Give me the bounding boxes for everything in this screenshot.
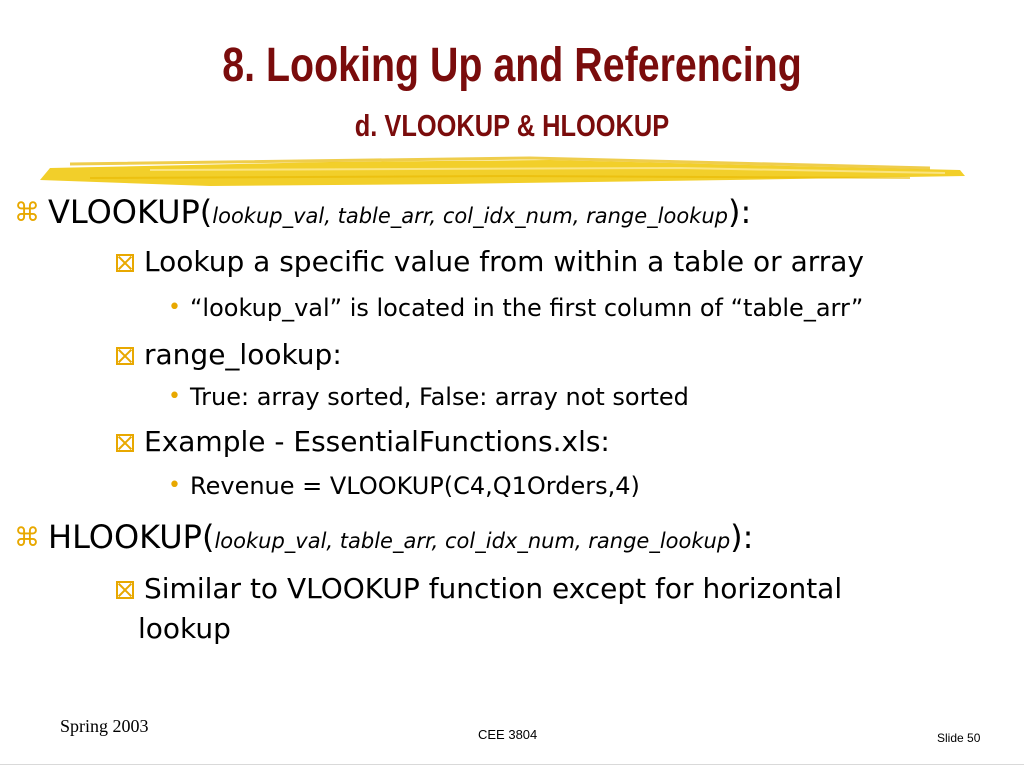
- function-name: VLOOKUP(: [48, 193, 213, 231]
- footer-term: Spring 2003: [60, 716, 149, 736]
- slide-subtitle: d. VLOOKUP & HLOOKUP: [354, 108, 670, 143]
- dot-bullet-icon: •: [168, 473, 181, 498]
- dot-bullet-icon: •: [168, 384, 181, 409]
- subbullet-similar-continued: lookup: [138, 612, 231, 645]
- dot-bullet-icon: •: [168, 295, 181, 320]
- x-box-icon: [116, 254, 134, 272]
- detail-lookup-val: • “lookup_val” is located in the first column of “table_arr”: [168, 294, 864, 322]
- x-box-icon: [116, 347, 134, 365]
- function-close: ):: [730, 518, 754, 556]
- subbullet-lookup-specific: Lookup a specific value from within a table or array: [116, 245, 864, 278]
- footer-slide-number: Slide 50: [937, 731, 981, 745]
- function-args: lookup_val, table_arr, col_idx_num, range_lookup: [214, 529, 731, 553]
- function-close: ):: [727, 193, 752, 231]
- function-name: HLOOKUP(: [48, 518, 215, 556]
- bullet-vlookup: [14, 193, 751, 231]
- detail-example: • Revenue = VLOOKUP(C4,Q1Orders,4): [168, 472, 640, 500]
- bottom-divider: [0, 764, 1024, 765]
- function-args: lookup_val, table_arr, col_idx_num, range_lookup: [212, 204, 728, 228]
- slide-title: 8. Looking Up and Referencing: [222, 39, 802, 92]
- z-bullet-icon: ⌘: [14, 198, 40, 228]
- x-box-icon: [116, 434, 134, 452]
- x-box-icon: [116, 581, 134, 599]
- subbullet-example: Example - EssentialFunctions.xls:: [116, 425, 610, 458]
- brush-stroke-divider: [30, 150, 970, 192]
- subbullet-range-lookup: range_lookup:: [116, 338, 342, 371]
- detail-range-lookup: • True: array sorted, False: array not sorted: [168, 383, 689, 411]
- footer-course: CEE 3804: [478, 727, 538, 742]
- bullet-hlookup: [14, 518, 753, 556]
- subbullet-similar: Similar to VLOOKUP function except for horizontal: [116, 572, 842, 605]
- z-bullet-icon: ⌘: [14, 523, 40, 553]
